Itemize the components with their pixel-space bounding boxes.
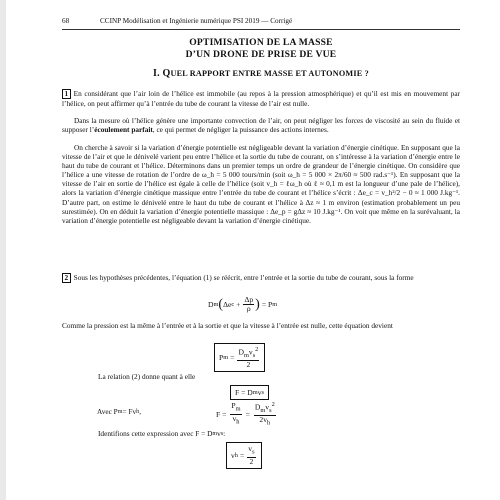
header-rule [62,29,460,30]
running-header [62,17,460,29]
q2-text-1: Sous les hypothèses précédentes, l’équation (1) se réécrit, entre l’entrée et la sortie du tube de courant, sous la forme [73,273,414,282]
document-title [62,37,460,61]
section-number: I. [153,68,160,79]
q2-paragraph-4: Identifions cette expression avec F = D m v s : [98,429,226,438]
page-binding-edge [0,0,6,500]
q2-text-3: La relation (2) donne quant à elle [98,372,196,381]
running-title: CCINP Modélisation et Ingénierie numérique PSI 2019 — Corrigé [100,17,293,25]
section-heading [62,68,460,79]
equation-power: P m = $\frac{D_mv_s^2}{2}$ [214,343,265,372]
question-label-1: 1 [62,89,71,99]
equation-energy-balance: D m ( Δe c + $\frac{\Delta p}{\rho}$ ) = P m [208,295,278,313]
equation-thrust: F = D m v s [230,385,269,400]
q1-text-2b: écoulement parfait [94,125,153,135]
section-first-letter: Q [162,68,171,79]
q1-paragraph-3 [62,143,460,225]
q1-paragraph-2 [62,116,460,134]
q2-paragraph-2 [62,321,460,330]
q1-text-3: On cherche à savoir si la variation d’énergie potentielle est négligeable devant la variation d’énergie cinétique. En supposant que la vitesse de l’air et que le dénivelé varient peu entre l’hélice et la sortie du tube de courant, on s’intéresse à la variation d’énergie entre le haut du tube de courant et l’hélice. Déterminons dans un premier temps un ordre de grandeur de l’énergie cinétique. On considère que l’hélice a une vitesse de rotation de l’ordre de ω_h = 5 000 tours/min (soit ω_h = 5 000 × 2π/60 ≈ 500 rad.s⁻¹). En supposant que la vitesse de l’air en sortie de l’hélice est égale à celle de l’hélice (soit v_h = ℓω_h où ℓ ≈ 0,1 m est la longueur d’une pale de l’hélice), alors la variation d’énergie cinétique massique entre l’entrée du tube de courant et l’hélice s’écrit : Δe_c = v_h²/2 − 0 ≈ 1 000 J.kg⁻¹. D’autre part, on estime le dénivelé entre le haut du tube de courant et l’hélice à Δz ≈ 1 m environ (estimation probablement un peu surestimée). On en déduit la variation d’énergie potentielle massique : Δe_p = gΔz ≈ 10 J.kg⁻¹. On voit que même en la surévaluant, la variation d’énergie potentielle est négligeable devant la variation d’énergie cinétique. [62,143,460,225]
title-line-2: D’UN DRONE DE PRISE DE VUE [185,49,337,60]
page-number: 68 [62,17,70,25]
q2-paragraph-3 [98,372,398,381]
title-line-1: OPTIMISATION DE LA MASSE [189,37,333,48]
q2-text-2: Comme la pression est la même à l’entrée et à la sortie et que la vitesse à l’entrée est nulle, cette équation devient [62,321,393,330]
q1-text-1: En considérant que l’air loin de l’hélice est immobile (au repos à la pression atmosphérique) et qu’il est mis en mouvement par l’hélice, on peut affirmer qu’à l’entrée du tube de courant la vitesse de l’air est nulle. [62,89,460,108]
question-label-2: 2 [62,273,71,283]
q1-paragraph-1 [62,89,460,108]
q1-text-2a: Dans la mesure où l’hélice génère une importante convection de l’air, on peut négliger les forces de viscosité au sein du fluide et supposer l’ [62,116,460,135]
equation-velocity: v h = $\frac{v_s}{2}$ [226,442,262,469]
q1-text-2c: , ce qui permet de négliger la puissance des actions internes. [152,125,329,135]
avec-label: Avec P m = Fv h , [97,407,142,416]
q2-paragraph-1 [62,273,460,283]
section-title-rest: UEL RAPPORT ENTRE MASSE ET AUTONOMIE ? [170,69,369,78]
equation-thrust-expression: F = $\frac{P_m}{v_h}$ = $\frac{D_mv_s^2}{2v_h}$ [216,401,275,427]
